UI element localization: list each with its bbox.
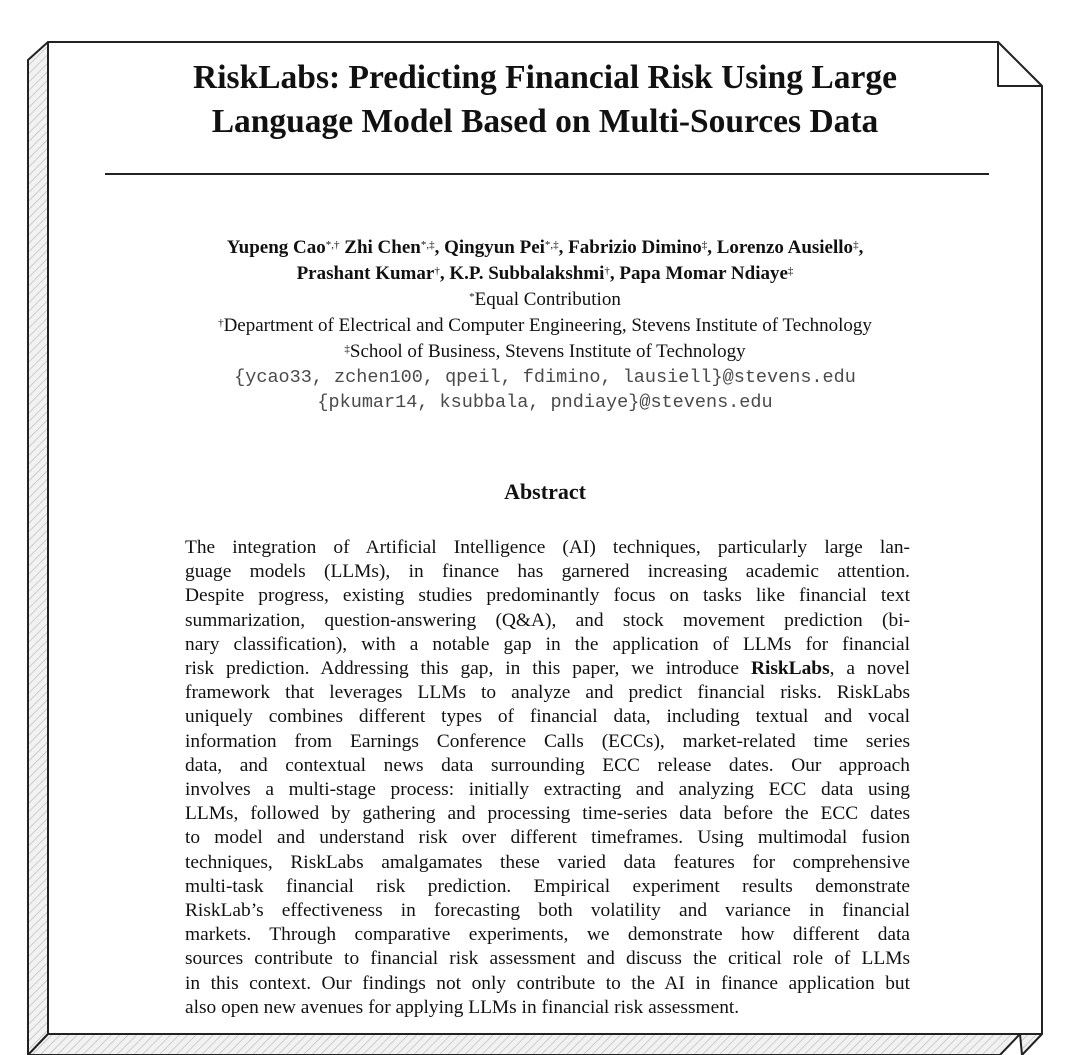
title-rule (105, 173, 989, 175)
paper-title-line-1: RiskLabs: Predicting Financial Risk Using Large (193, 59, 897, 96)
author-marks: *,‡ (544, 239, 559, 251)
abstract-line: sources contribute to financial risk assessment and discuss the critical role of LLMs (185, 948, 910, 970)
abstract-line: uniquely combines different types of financial data, including textual and vocal (185, 706, 910, 728)
paper-title-line-2: Language Model Based on Multi-Sources Data (211, 103, 879, 140)
frame-right-face (1020, 1034, 1042, 1055)
abstract-line: risk prediction. Addressing this gap, in this paper, we introduce RiskLabs, a novel (185, 658, 910, 680)
frame-left-face (28, 42, 48, 1055)
abstract-line: data, and contextual news data surrounding ECC release dates. Our approach (185, 754, 910, 776)
author-marks: † (434, 265, 440, 277)
author-marks: ‡ (701, 239, 708, 251)
abstract-line: in this context. Our findings not only contribute to the AI in finance application but (185, 972, 910, 994)
email-line-2: {pkumar14, ksubbala, pndiaye}@stevens.edu (317, 392, 773, 413)
author-name: Qingyun Pei (444, 237, 545, 258)
abstract-line: summarization, question-answering (Q&A), and stock movement prediction (bi- (185, 609, 910, 631)
author-name: Prashant Kumar (296, 263, 435, 284)
abstract-line: nary classification), with a notable gap in the application of LLMs for financial (185, 633, 910, 655)
frame-bottom-face (28, 1034, 1020, 1055)
author-name: Lorenzo Ausiello (716, 237, 854, 258)
author-name: Yupeng Cao (226, 237, 326, 258)
affiliation-ece: †Department of Electrical and Computer Engineering, Stevens Institute of Technology (218, 315, 872, 336)
abstract-line: also open new avenues for applying LLMs in financial risk assessment. (185, 996, 740, 1018)
abstract-line: multi-task financial risk prediction. Empirical experiment results demonstrate (185, 875, 910, 897)
abstract-line: techniques, RiskLabs amalgamates these varied data features for comprehensive (185, 851, 910, 873)
author-marks: ‡ (853, 239, 859, 251)
abstract-line: markets. Through comparative experiments, we demonstrate how different data (185, 924, 910, 946)
abstract-line: RiskLab’s effectiveness in forecasting both volatility and variance in financial (185, 900, 910, 922)
author-marks: *,‡ (420, 239, 435, 251)
abstract-line: information from Earnings Conference Calls (ECCs), market-related time series (185, 730, 910, 752)
paper-title (48, 56, 1042, 144)
abstract-line: LLMs, followed by gathering and processing time-series data before the ECC dates (185, 803, 910, 825)
abstract-line: to model and understand risk over different timeframes. Using multimodal fusion (185, 827, 910, 849)
equal-contribution-note: *Equal Contribution (469, 289, 621, 310)
abstract-line: The integration of Artificial Intelligence (AI) techniques, particularly large lan- (185, 537, 910, 558)
abstract-line: involves a multi-stage process: initially extracting and analyzing ECC data using (185, 779, 910, 801)
author-marks: *,† (325, 239, 340, 251)
affiliation-business: ‡School of Business, Stevens Institute of Technology (344, 341, 746, 362)
abstract-emphasis: RiskLabs (750, 658, 830, 680)
paper-first-page (48, 42, 1042, 1030)
abstract-line: Despite progress, existing studies predominantly focus on tasks like financial text (185, 585, 910, 607)
author-marks: ‡ (787, 265, 794, 277)
author-name: Papa Momar Ndiaye (619, 263, 788, 284)
abstract-body (185, 536, 910, 1020)
author-names (48, 235, 1042, 287)
author-name: Fabrizio Dimino (568, 237, 702, 258)
author-block (48, 235, 1042, 415)
author-line-1: Yupeng Cao*,† Zhi Chen*,‡, Qingyun Pei*,‡, Fabrizio Dimino‡, Lorenzo Ausiello‡, (226, 237, 864, 258)
author-marks: † (604, 265, 610, 277)
abstract-line: guage models (LLMs), in finance has garnered increasing academic attention. (185, 561, 910, 583)
abstract-heading: Abstract (504, 479, 586, 504)
author-name: K.P. Subbalakshmi (449, 263, 605, 284)
author-line-2: Prashant Kumar†, K.P. Subbalakshmi†, Papa Momar Ndiaye‡ (296, 263, 794, 284)
email-line-1: {ycao33, zchen100, qpeil, fdimino, lausiell}@stevens.edu (234, 367, 856, 388)
abstract-line: framework that leverages LLMs to analyze and predict financial risks. RiskLabs (185, 682, 910, 704)
author-name: Zhi Chen (344, 237, 421, 258)
